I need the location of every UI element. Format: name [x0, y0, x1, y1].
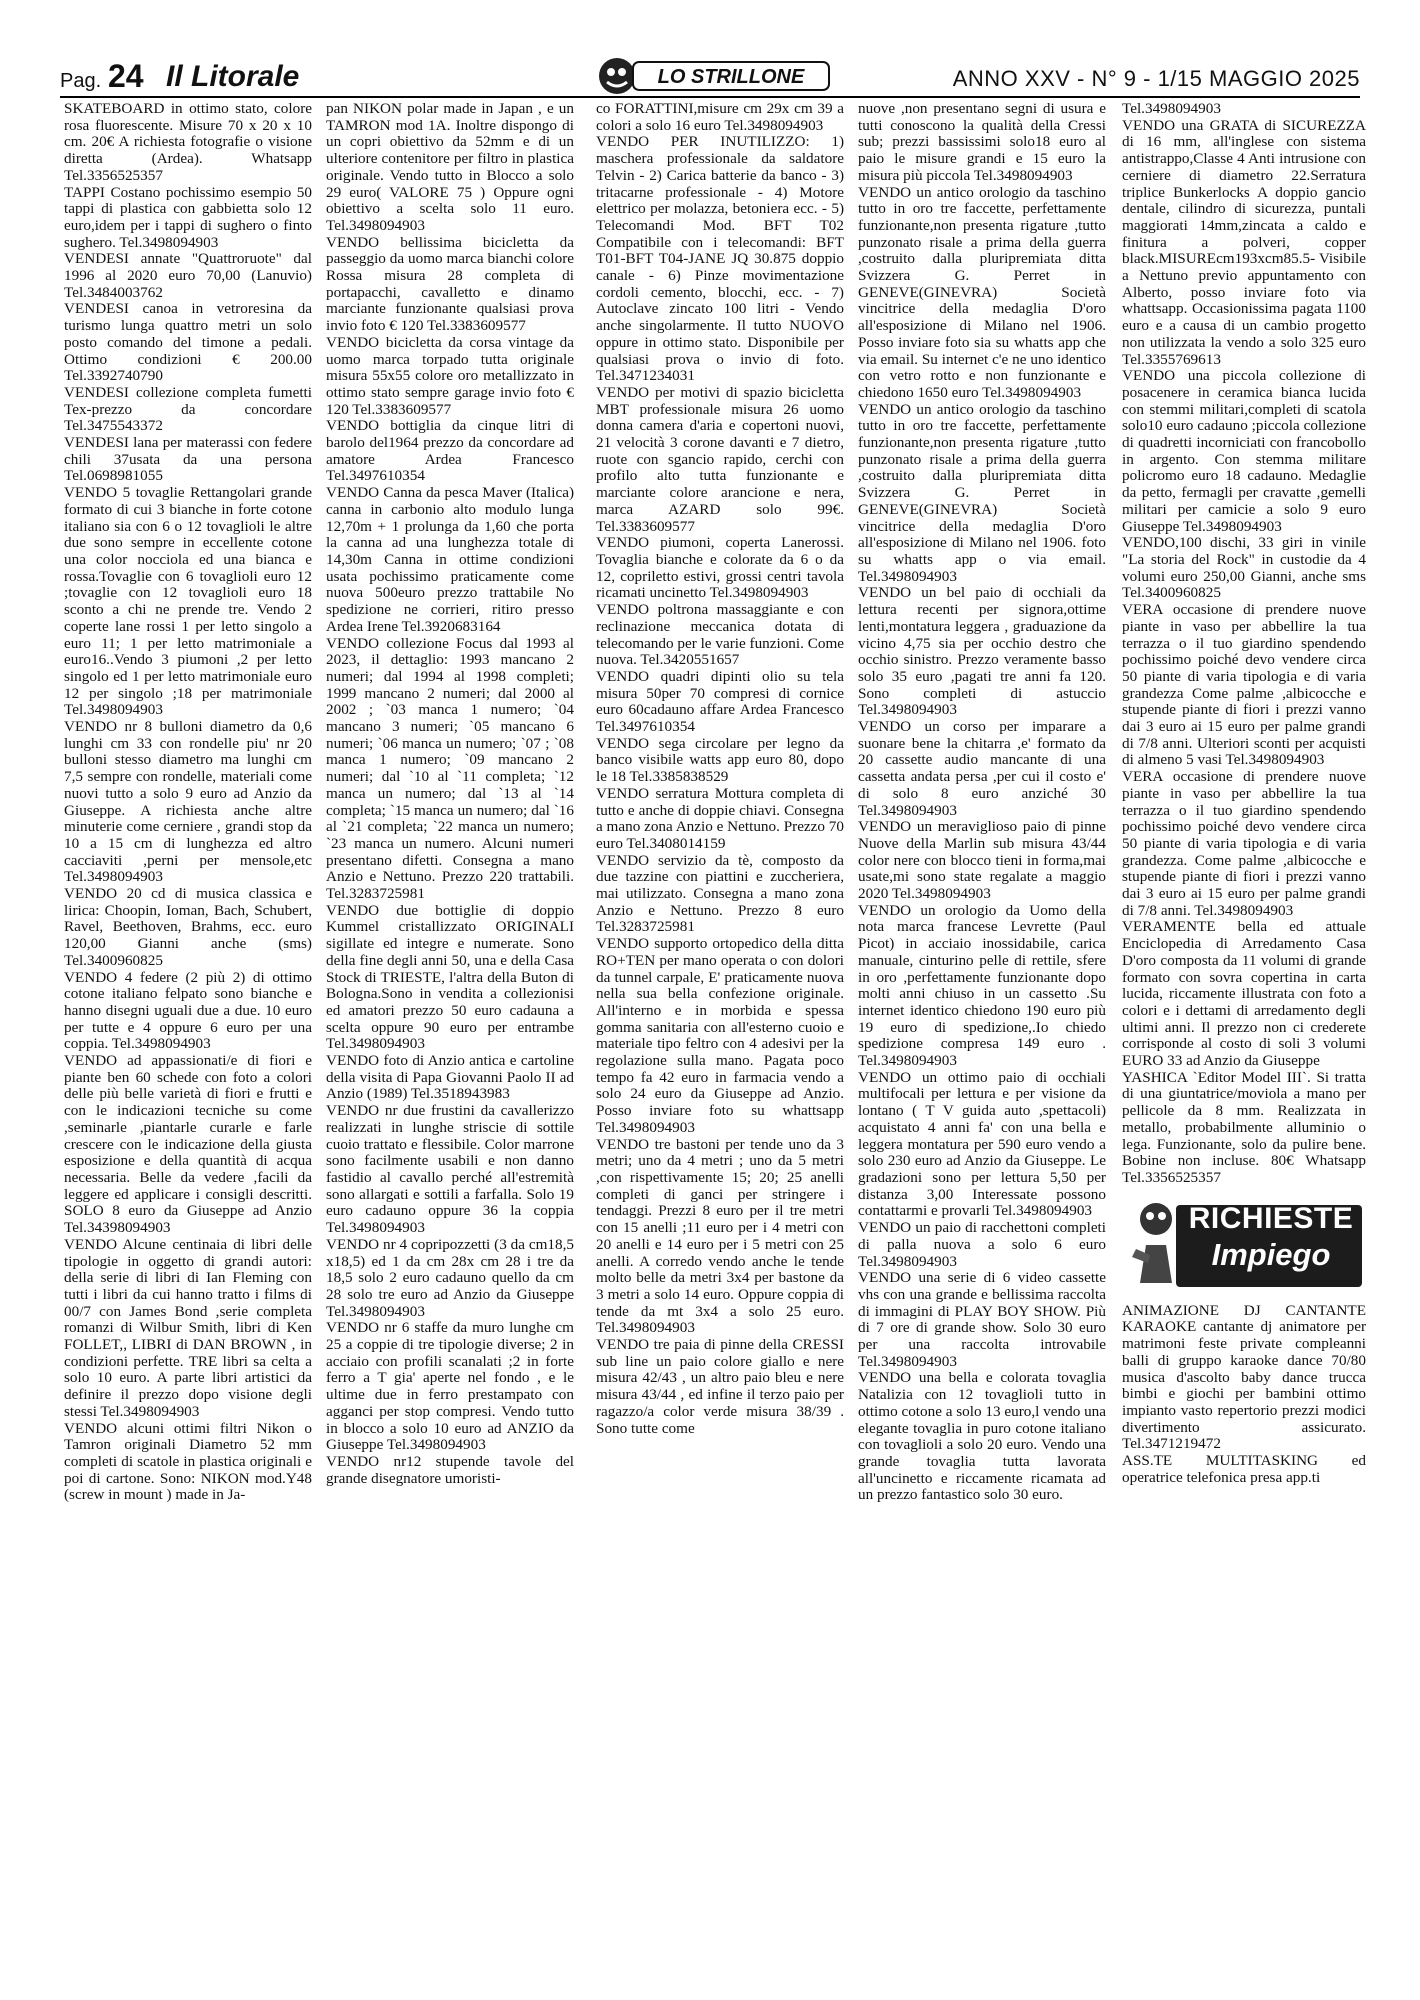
classified-ad: VENDO un meraviglioso paio di pinne Nuove della Marlin sub misura 43/44 color nere con blocco tieni in forma,mai usate,mi sono state regalate a maggio 2020 Tel.3498094903	[858, 818, 1106, 903]
classified-ad: VENDO foto di Anzio antica e cartoline della visita di Papa Giovanni Paolo II ad Anzio (1989) Tel.3518943983	[326, 1052, 574, 1103]
classified-ad: VENDO poltrona massaggiante e con reclinazione meccanica dotata di telecomando per le varie funzioni. Come nuova. Tel.3420551657	[596, 601, 844, 669]
classified-ad: VENDO un antico orologio da taschino tutto in oro tre faccette, perfettamente funzionante,non presenta rigature ,tutto punzonato risale a prima della guerra ,costruito dalla pluripremiata ditta Svizzera G. Perret in GENEVE(GINEVRA) Società vincitrice della medaglia D'oro all'esposizione di Milano nel 1906. Posso inviare foto sia su whatts app che via email. Su internet c'e ne uno identico con vetro rotto e non funzionante e chiedono 1650 euro Tel.3498094903	[858, 183, 1106, 401]
header-rule	[60, 96, 1360, 98]
classified-ad: VENDO nr 6 staffe da muro lunghe cm 25 a coppie di tre tipologie diverse; 2 in acciaio con profili scanalati ;2 in forte ferro a T gia' aperte nel fondo , e le ultime due in ferro prestampato con agganci per stop compresi. Vendo tutto in blocco a solo 10 euro ad ANZIO da Giuseppe Tel.3498094903	[326, 1319, 574, 1454]
classified-ad: VENDO alcuni ottimi filtri Nikon o Tamron originali Diametro 52 mm completi di scatole in plastica originali e poi di cartone. Sono: NIKON mod.Y48 (screw in mount ) made in Ja-	[64, 1419, 312, 1504]
classified-ad: VENDO collezione Focus dal 1993 al 2023, il dettaglio: 1993 mancano 2 numeri; dal 1994 al 1998 completi; 1999 mancano 2 numeri; dal 2000 al 2002 ; `03 manca 1 numero; `04 mancano 3 numeri; `05 mancano 6 numeri; `06 manca un numero; `07 ; `08 manca 1 numero; `09 mancano 2 numeri; dal `10 al `11 completa; `12 manca un numero; dal `13 al `14 completa; `15 manca un numero; dal `16 al `21 completa; `22 manca un numero; `23 manca un numero. Alcuni numeri presentano difetti. Consegna a mano Anzio e Nettuno. Prezzo 220 trattabili. Tel.3283725981	[326, 634, 574, 903]
classified-ad: nuove ,non presentano segni di usura e tutti conoscono la qualità della Cressi sub; prezzi bassissimi solo18 euro al paio le misure grandi e 15 euro la misura più piccola Tel.3498094903	[858, 101, 1106, 184]
classified-ad: VENDO nr 4 copripozzetti (3 da cm18,5 x18,5) ed 1 da cm 28x cm 28 i tre da 18,5 solo 2 euro cadauno quello da cm 28 solo tre euro ad Anzio da Giuseppe Tel.3498094903	[326, 1235, 574, 1320]
logo-text: LO STRILLONE	[657, 66, 805, 88]
classified-ad: VENDO un antico orologio da taschino tutto in oro tre faccette, perfettamente funzionante,non presenta rigature ,tutto punzonato risale a prima della guerra ,costruito dalla pluripremiata ditta Svizzera G. Perret in GENEVE(GINEVRA) Società vincitrice della medaglia D'oro all'esposizione di Milano nel 1906. foto su whatts app o via email. Tel.3498094903	[858, 400, 1106, 585]
classified-ad: VENDO una piccola collezione di posacenere in ceramica bianca lucida con stemmi militari,completi di scatola solo10 euro cadauno ;piccola collezione di quadretti incorniciati con francobollo in argento. Con stemma militare policromo euro 18 cadauno. Medaglie da petto, fermagli per cravatte ,gemelli militari per camicie a solo 9 euro Giuseppe Tel.3498094903	[1122, 367, 1366, 535]
classified-ad: YASHICA `Editor Model III`. Si tratta di una giuntatrice/moviola a mano per pellicole da 8 mm. Realizzata in metallo, probabilmente alluminio o lega. Funzionante, solo da pulire bene. Bobine non incluse. 80€ Whatsapp Tel.3356525357	[1122, 1068, 1366, 1186]
classified-ad: VENDO tre bastoni per tende uno da 3 metri; uno da 4 metri ; uno da 5 metri ,con rispettivamente 15; 20; 25 anelli completi di ganci per stringere i tendaggi. Prezzi 8 euro per il tre metri con 15 anelli ;11 euro per i 4 metri con 20 anelli e 14 euro per i 5 metri con 25 anelli. A corredo vendo anche le tende molto belle da metri 3x4 per bastone da 3 metri a solo 14 euro. Oppure coppia di tende da mt 3x4 a solo 25 euro. Tel.3498094903	[596, 1135, 844, 1337]
classified-ad: VENDO un corso per imparare a suonare bene la chitarra ,e' formato da 20 cassette audio mancante di una cassetta andata persa ,per cui il costo e' di solo 8 euro anziché 30 Tel.3498094903	[858, 718, 1106, 819]
classified-ad: VENDO quadri dipinti olio su tela misura 50per 70 compresi di cornice euro 60cadauno affare Ardea Francesco Tel.3497610354	[596, 667, 844, 736]
column-5-ads	[1122, 101, 1366, 1187]
classified-ad: VENDO una bella e colorata tovaglia Natalizia con 12 tovaglioli tutto in ottimo cotone a solo 13 euro,l vendo una elegante tovaglia in puro cotone italiano con tovaglioli a solo 20 euro. Vendo una grande tovaglia tutta lavorata all'uncinetto e riccamente ricamata ad un prezzo fantastico solo 30 euro.	[858, 1369, 1106, 1504]
classified-ad: ANIMAZIONE DJ CANTANTE KARAOKE cantante dj animatore per matrimoni feste private compleanni balli di gruppo karaoke dance 70/80 musica d'ascolto baby dance trucca bimbi e giochi per bambini ottimo impianto vasto repertorio prezzi modici divertimento assicurato. Tel.3471219472	[1122, 1301, 1366, 1453]
classified-ad: SKATEBOARD in ottimo stato, colore rosa fluorescente. Misure 70 x 20 x 10 cm. 20€ A richiesta fotografie o visione diretta (Ardea). Whatsapp Tel.3356525357	[64, 101, 312, 184]
classified-ad: VENDO una serie di 6 video cassette vhs con una grande e bellissima raccolta di immagini di PLAY BOY SHOW. Più di 7 ore di grande show. Solo 30 euro per una raccolta introvabile Tel.3498094903	[858, 1269, 1106, 1370]
classified-ad: VENDO bottiglia da cinque litri di barolo del1964 prezzo da concordare ad amatore Ardea Francesco Tel.3497610354	[326, 417, 574, 485]
figure-icon	[1126, 1197, 1196, 1293]
classified-ad: Tel.3498094903	[1122, 101, 1221, 117]
classified-ad: VENDO un orologio da Uomo della nota marca francese Levrette (Paul Picot) in acciaio inossidabile, carica manuale, cinturino pelle di rettile, sfere in oro ,perfettamente funzionante dopo molti anni chiuso in un cassetto .Su internet identico chiedono 190 euro più 19 euro di spedizione,.Io chiedo spedizione compresa 149 euro . Tel.3498094903	[858, 901, 1106, 1070]
classified-ad: VENDO Canna da pesca Maver (Italica) canna in carbonio alto modulo lunga 12,70m + 1 prolunga da 1,60 che porta la canna ad una lunghezza totale di 14,30m Canna in ottime condizioni usata pochissimo praticamente come nuova 500euro prezzo trattabile No spedizione ne corrieri, ritiro presso Ardea Irene Tel.3920683164	[326, 484, 574, 635]
classified-ad: TAPPI Costano pochissimo esempio 50 tappi di plastica con gabbietta solo 12 euro,idem per i tappi di sughero o finto sughero. Tel.3498094903	[64, 183, 312, 251]
classified-ad: VENDO nr 8 bulloni diametro da 0,6 lunghi cm 33 con rondelle piu' nr 20 bulloni stesso diametro ma lunghi cm 7,5 sempre con rondelle, materiali come nuovi tutto a solo 9 euro ad Anzio da Giuseppe. A richiesta anche altre minuterie come cerniere , grandi stop da 10 a 15 cm di lunghezza ed altro cacciaviti ,perni per mensole,etc Tel.3498094903	[64, 718, 312, 886]
classified-ad: VENDO bicicletta da corsa vintage da uomo marca torpado tutta originale misura 55x55 colore oro metallizzato in ottimo stato sempre garage invio foto € 120 Tel.3383609577	[326, 333, 574, 418]
classified-ad: VENDO bellissima bicicletta da passeggio da uomo marca bianchi colore Rossa misura 28 completa di portapacchi, cavalletto e dinamo marciante funzionante qualsiasi prova invio foto € 120 Tel.3383609577	[326, 233, 574, 335]
classified-ad: VENDO PER INUTILIZZO: 1) maschera professionale da saldatore Telvin - 2) Carica batterie da banco - 3) tritacarne professionale - 4) Motore elettrico per molazza, betoniera ecc. - 5) Telecomandi Mod. BFT T02 Compatibile con i telecomandi: BFT T01-BFT T04-JANE JQ 30.875 doppio canale - 6) Pinze movimentazione cordoli cemento, blocchi, ecc. - 7) Autoclave zincato 100 litri - Vendo anche singolarmente. Il tutto NUOVO oppure in ottimo stato. Disponibile per qualsiasi prova o invio di foto. Tel.3471234031	[596, 133, 844, 385]
newspaper-title: Il Litorale	[166, 60, 300, 93]
classified-ad: VENDO tre paia di pinne della CRESSI sub line un paio colore giallo e nere misura 42/43 , un altro paio bleu e nere misura 43/44 , ed infine il terzo paio per ragazzo/a color verde misura 38/39 . Sono tutte come	[596, 1336, 844, 1437]
classified-ad: VENDO un bel paio di occhiali da lettura recenti per signora,ottime lenti,montatura leggera , graduazione da vicino 4,75 sia per occhio destro che occhio sinistro. Prezzo veramente basso solo 35 euro ,pagati tre anni fa 120. Sono completi di astuccio Tel.3498094903	[858, 584, 1106, 719]
column-3	[596, 101, 844, 1971]
classified-ad: VENDO nr due frustini da cavallerizzo realizzati in lunghe striscie di sottile cuoio trattato e flessibile. Color marrone sono facilmente usabili e non danno fastidio al cavallo perché all'estremità sono allargati e sottili a farfalla. Solo 19 euro cadauno oppure 36 la coppia Tel.3498094903	[326, 1102, 574, 1237]
page-number: 24	[108, 58, 144, 94]
classified-ad: VENDESI annate "Quattroruote" dal 1996 al 2020 euro 70,00 (Lanuvio) Tel.3484003762	[64, 250, 312, 301]
page-label: Pag.	[60, 70, 102, 92]
classified-ad: VENDESI lana per materassi con federe chili 37usata da una persona Tel.0698981055	[64, 434, 312, 485]
classified-ad: VERA occasione di prendere nuove piante in vaso per abbellire la tua terrazza o il tuo giardino spendendo pochissimo poiché devo vendere circa 50 piante di varia tipologia e di varia grandezza. Come palme ,albicocche e stupende piante di fiori i prezzi vanno dai 3 euro ai 15 euro per palme grandi di 7/8 anni. Tel.3498094903	[1122, 768, 1366, 919]
classified-ad: VERA occasione di prendere nuove piante in vaso per abbellire la tua terrazza o il tuo giardino spendendo pochissimo poiché devo vendere circa 50 piante di varia tipologia e di varia grandezza Come palme ,albicocche e stupende piante di fiori i prezzi vanno dai 3 euro ai 15 euro per palme grandi di 7/8 anni. Ulteriori sconti per acquisti di almeno 5 vasi Tel.3498094903	[1122, 601, 1366, 769]
classified-ad: VENDO Alcune centinaia di libri delle tipologie in oggetto di grandi autori: della serie di libri di Ian Fleming con tutti i libri da cui hanno tratto i films di 00/7 con James Bond ,serie completa romanzi di Wilbur Smith, libri di Ken FOLLET,, LIBRI di DAN BROWN , in condizioni perfette. TRE libri sa celta a solo 10 euro. A parte libri artistici da definire il prezzo dopo visione degli stessi Tel.3498094903	[64, 1235, 312, 1420]
classified-ad: pan NIKON polar made in Japan , e un TAMRON mod 1A. Inoltre dispongo di un copri obiettivo da 52mm e di un ulteriore contenitore per filtro in plastica originale. Vendo tutto in Blocco a solo 29 euro( VALORE 75 ) Oppure ogni obiettivo a scelta solo 11 euro. Tel.3498094903	[326, 101, 574, 234]
classified-ad: VENDO servizio da tè, composto da due tazzine con piattini e zuccheriera, mai utilizzato. Consegna a mano zona Anzio e Nettuno. Prezzo 8 euro Tel.3283725981	[596, 851, 844, 936]
lo-strillone-logo	[595, 54, 835, 98]
column-5	[1122, 101, 1366, 1971]
column-2	[326, 101, 574, 1971]
classified-ad: VENDO 20 cd di musica classica e lirica: Choopin, Ioman, Bach, Schubert, Ravel, Beethoven, Brahms, ecc. euro 120,00 Gianni anche (sms) Tel.3400960825	[64, 885, 312, 969]
classified-ad: VENDO nr12 stupende tavole del grande disegnatore umoristi-	[326, 1452, 574, 1487]
column-4	[858, 101, 1106, 1971]
classified-ad: VENDO ad appassionati/e di fiori e piante ben 60 schede con foto a colori delle più belle varietà di fiori e frutti e con le indicazioni tecniche su come ,seminarle ,piantarle curarle e farle crescere con le indicazione della giusta esposizione e della quantità di acqua necessaria. Belle da vedere ,facili da leggere ed applicare i consigli descritti. SOLO 8 euro da Giuseppe ad Anzio Tel.34398094903	[64, 1052, 312, 1237]
classified-ad: VENDO un ottimo paio di occhiali multifocali per lettura e per visione da lontano ( T V guida auto ,spettacoli) acquistato 4 anni fa' con una bella e leggera montatura per 590 euro vendo a solo 230 euro ad Anzio da Giuseppe. Le gradazioni sono per lettura 5,50 per distanza 3,00 Interessate possono contattarmi e provarli Tel.3498094903	[858, 1068, 1106, 1220]
classified-ad: VERAMENTE bella ed attuale Enciclopedia di Arredamento Casa D'oro composta da 11 volumi di grande formato con sovra copertina in carta lucida, riccamente illustrata con foto a colori e i dettami di arredamento degli ultimi anni. Il prezzo non ci crederete corrisponde al costo di soli 3 volumi EURO 33 ad Anzio da Giuseppe	[1122, 918, 1366, 1070]
classified-ad: VENDO,100 dischi, 33 giri in vinile "La storia del Rock" in custodie da 4 volumi euro 250,00 Gianni, anche sms Tel.3400960825	[1122, 534, 1366, 602]
classified-ad: VENDO due bottiglie di doppio Kummel cristallizzato ORIGINALI sigillate ed integre e numerate. Sono della fine degli anni 50, una e della Casa Stock di TRIESTE, l'altra della Buton di Bologna.Sono in vendita a collezionisi ed amatori prezzo 50 euro cadauna a scelta oppure 90 euro per entrambe Tel.3498094903	[326, 901, 574, 1053]
richieste-impiego-badge	[1126, 1197, 1362, 1293]
badge-line-2: Impiego	[1211, 1236, 1331, 1272]
classified-ad: VENDO un paio di racchettoni completi di palla nuova a solo 6 euro Tel.3498094903	[858, 1219, 1106, 1270]
classified-ad: VENDESI canoa in vetroresina da turismo lunga quattro metri un solo posto comando del timone a pedali. Ottimo condizioni € 200.00 Tel.3392740790	[64, 300, 312, 385]
classified-ad: VENDO una GRATA di SICUREZZA di 16 mm, all'inglese con sistema antistrappo,Classe 4 Anti intrusione con cerniere di diametro 22.Serratura triplice Bunkerlocks A doppio gancio dentale, cilindro di sicurezza, puntali maggiorati 14mm,zincata a caldo e finitura a polveri, copper black.MISUREcm193xcm85.5- Visibile a Nettuno previo appuntamento con Alberto, posso inviare foto via whattsapp. Occasionissima pagata 1100 euro e a causa di un cambio progetto non utilizzata la vendo a solo 325 euro Tel.3355769613	[1122, 116, 1366, 368]
column-5-employment	[1122, 1303, 1366, 1487]
classified-ad: VENDO supporto ortopedico della ditta RO+TEN per mano operata o con dolori da tunnel carpale, E' praticamente nuova nella sua bella confezione originale. All'interno e in morbida e spessa gomma sanitaria con all'esterno cuoio e materiale tipo feltro con 4 adesivi per la regolazione sulla mano. Pagata poco tempo fa 42 euro in farmacia vendo a solo 24 euro da Giuseppe ad Anzio. Posso inviare foto su whattsapp Tel.3498094903	[596, 935, 844, 1136]
classified-ad: co FORATTINI,misure cm 29x cm 39 a colori a solo 16 euro Tel.3498094903	[596, 101, 844, 134]
page-header	[60, 58, 1360, 96]
issue-info: ANNO XXV - N° 9 - 1/15 MAGGIO 2025	[952, 66, 1360, 91]
classified-ad: ASS.TE MULTITASKING ed operatrice telefonica presa app.ti	[1122, 1452, 1366, 1486]
classified-ad: VENDO per motivi di spazio bicicletta MBT professionale misura 26 uomo donna camera d'aria e copertoni nuovi, 21 velocità 3 corone davanti e 7 dietro, ruote con sgancio rapido, cerchi con profilo alto tutta funzionante e marciante colore arancione e nera, marca AZARD solo 99€. Tel.3383609577	[596, 383, 844, 535]
column-1	[64, 101, 312, 1971]
classified-ad: VENDO 5 tovaglie Rettangolari grande formato di cui 3 bianche in forte cotone italiano sia con 6 o 12 tovaglioli le altre due sono sempre in eccellente cotone una color nocciola ed una bianca e rossa.Tovaglie con 6 tovaglioli euro 12 ;tovaglie con 12 tovaglioli euro 18 sconto a chi ne prende tre. Vendo 2 coperte lane rossi 1 per letto singolo a euro 11; 1 per letto matrimoniale a euro16..Vendo 3 piumoni ,2 per letto singolo ed 1 per letto matrimoniale euro 12 per singolo ;18 per matrimoniale Tel.3498094903	[64, 484, 312, 719]
classified-ad: VENDESI collezione completa fumetti Tex-prezzo da concordare Tel.3475543372	[64, 383, 312, 435]
classified-ad: VENDO 4 federe (2 più 2) di ottimo cotone italiano felpato sono bianche e hanno disegni uguali due a due. 10 euro per tutte e 4 oppure 6 euro per una coppia. Tel.3498094903	[64, 968, 312, 1053]
classified-ad: VENDO serratura Mottura completa di tutto e anche di doppie chiavi. Consegna a mano zona Anzio e Nettuno. Prezzo 70 euro Tel.3408014159	[596, 784, 844, 852]
classified-ad: VENDO sega circolare per legno da banco visibile watts app euro 80, dopo le 18 Tel.3385838529	[596, 734, 844, 786]
badge-line-1: RICHIESTE	[1188, 1201, 1354, 1235]
classified-ad: VENDO piumoni, coperta Lanerossi. Tovaglia bianche e colorate da 6 o da 12, copriletto estivi, grossi centri tavola ricamati uncinetto Tel.3498094903	[596, 534, 844, 602]
